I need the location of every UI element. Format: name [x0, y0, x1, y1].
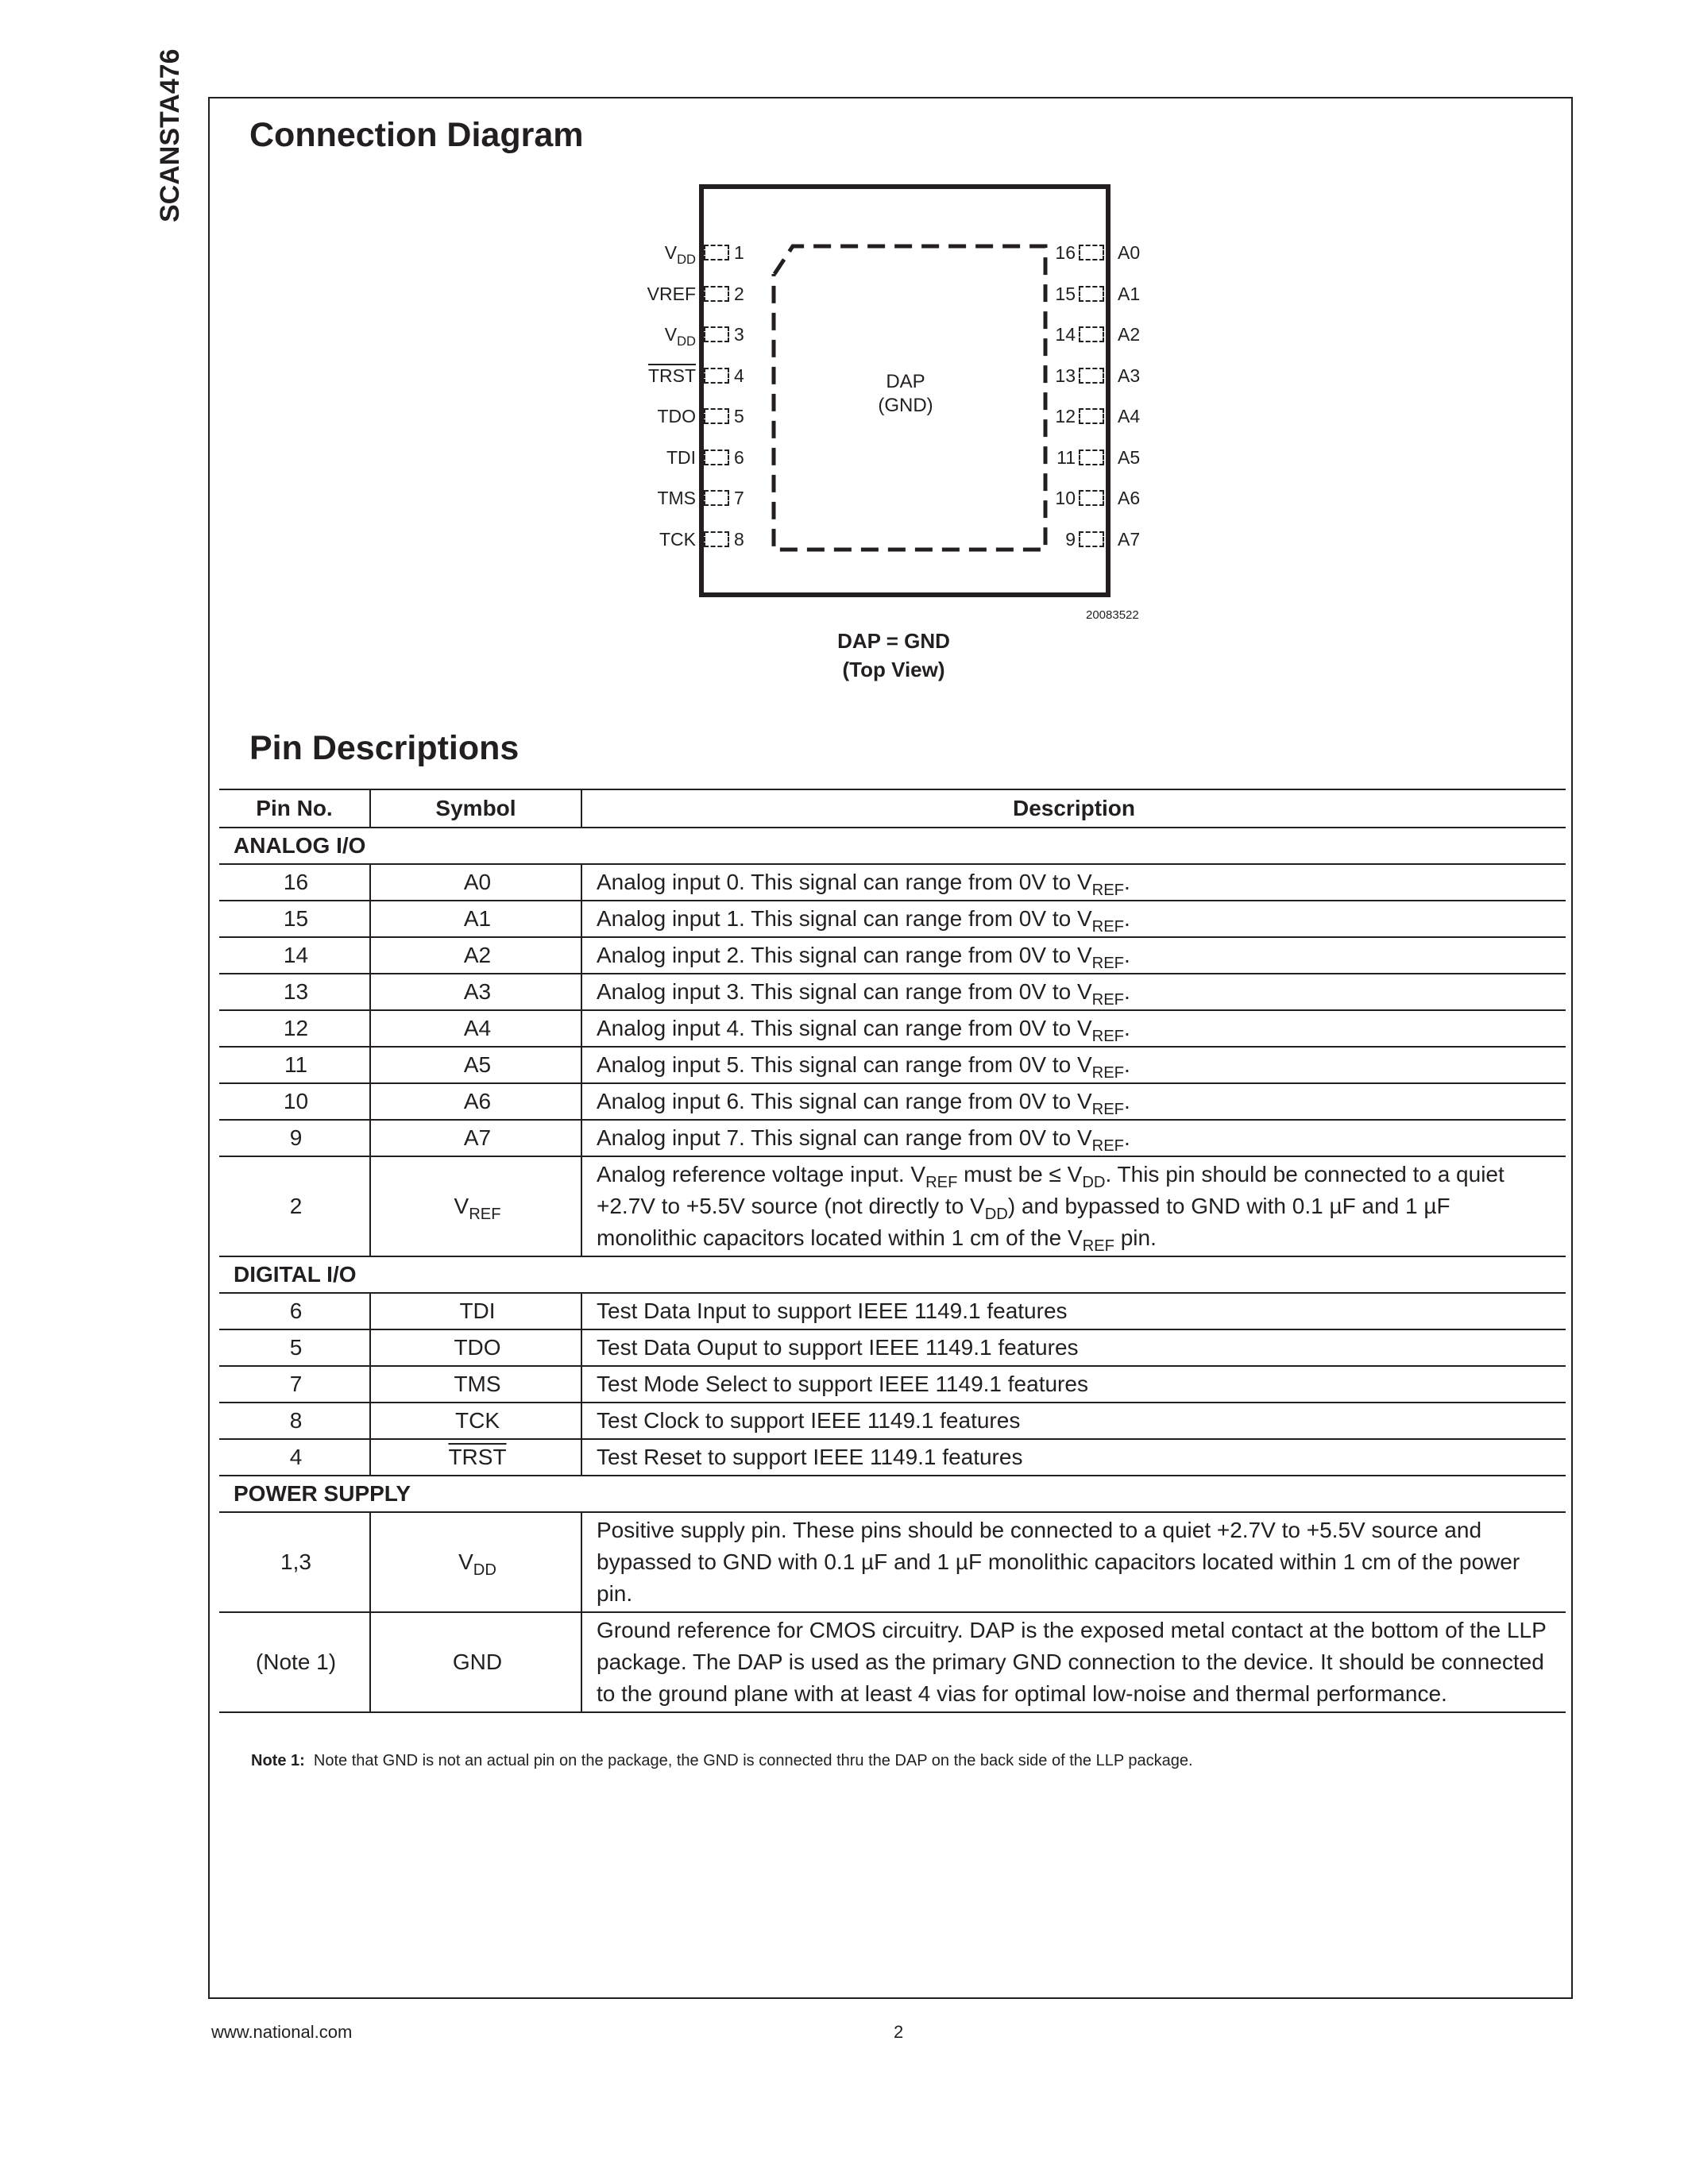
table-header-row [219, 789, 1566, 828]
table-row [219, 1366, 1566, 1403]
pin-number-cell: 11 [219, 1047, 370, 1083]
pin-label: TRST [647, 365, 696, 386]
description-cell: Test Clock to support IEEE 1149.1 features [581, 1403, 1566, 1439]
group-title: POWER SUPPLY [219, 1476, 1566, 1512]
description-cell: Analog input 6. This signal can range from 0V to $V_{REF}$. [581, 1083, 1566, 1120]
description-cell: Test Data Ouput to support IEEE 1149.1 features [581, 1329, 1566, 1366]
pin-number-cell: 9 [219, 1120, 370, 1156]
pin-number: 16 [1055, 242, 1076, 263]
table-row [219, 974, 1566, 1010]
pin-number: 9 [1065, 528, 1076, 550]
pin-number-cell: 5 [219, 1329, 370, 1366]
pin-pad-right [1079, 368, 1104, 384]
table-row [219, 1010, 1566, 1047]
caption-line1: DAP = GND [837, 629, 950, 653]
pin-number: 3 [734, 324, 744, 345]
caption-line2: (Top View) [842, 658, 945, 681]
pin-pad-right [1079, 286, 1104, 302]
table-row [219, 1512, 1566, 1612]
pin-descriptions-heading: Pin Descriptions [249, 729, 520, 767]
note-label: Note 1: [251, 1752, 305, 1769]
pin-label: VREF [647, 283, 696, 304]
side-part-title: SCANSTA476 [155, 48, 185, 222]
pin-label: TDI [666, 446, 696, 468]
description-cell: Test Data Input to support IEEE 1149.1 features [581, 1293, 1566, 1329]
dap-label [858, 370, 953, 418]
symbol-cell: A7 [370, 1120, 581, 1156]
pin-pad-left [704, 490, 729, 506]
description-cell: Analog input 7. This signal can range from 0V to $V_{REF}$. [581, 1120, 1566, 1156]
symbol-cell: TRST [370, 1439, 581, 1476]
pin-number-cell: 12 [219, 1010, 370, 1047]
symbol-cell: A0 [370, 864, 581, 901]
table-row [219, 1083, 1566, 1120]
pin-number: 7 [734, 488, 744, 508]
symbol-cell: A4 [370, 1010, 581, 1047]
pin-number: 8 [734, 528, 744, 550]
pin-number-cell: 10 [219, 1083, 370, 1120]
description-cell: Ground reference for CMOS circuitry. DAP is the exposed metal contact at the bottom of the LLP package. The DAP is used as the primary GND connection to the device. It should be connected to the ground plane with at least 4 vias for optimal low-noise and thermal performance. [581, 1612, 1566, 1712]
pin-pad-right [1079, 490, 1104, 506]
pin-number: 11 [1056, 446, 1076, 468]
description-cell: Analog input 0. This signal can range from 0V to $V_{REF}$. [581, 864, 1566, 901]
pin-number: 5 [734, 406, 744, 426]
pin-number-cell: 6 [219, 1293, 370, 1329]
pin-table-body [219, 828, 1566, 1712]
pin-label: A1 [1118, 283, 1141, 304]
pin-number-cell: 4 [219, 1439, 370, 1476]
pin-number: 13 [1055, 365, 1076, 386]
pin-label: TDO [657, 406, 696, 426]
note-text: Note that GND is not an actual pin on the package, the GND is connected thru the DAP on the back side of the LLP package. [313, 1752, 1193, 1769]
pin-pad-right [1079, 326, 1104, 342]
pin-pad-left [704, 326, 729, 342]
symbol-cell: TDI [370, 1293, 581, 1329]
group-title: ANALOG I/O [219, 828, 1566, 864]
table-row [219, 864, 1566, 901]
dap-line2: (GND) [878, 395, 933, 416]
symbol-cell: A5 [370, 1047, 581, 1083]
pin-pad-right [1079, 408, 1104, 424]
group-row [219, 1256, 1566, 1293]
pin-pad-left [704, 286, 729, 302]
group-title: DIGITAL I/O [219, 1256, 1566, 1293]
pin-table [219, 789, 1566, 1713]
connection-diagram-heading: Connection Diagram [249, 116, 584, 154]
pin-label: A4 [1118, 406, 1141, 426]
pin-number: 6 [734, 446, 744, 468]
description-cell: Positive supply pin. These pins should be connected to a quiet +2.7V to +5.5V source and bypassed to GND with 0.1 µF and 1 µF monolithic capacitors located within 1 cm of the power pin. [581, 1512, 1566, 1612]
table-row [219, 1293, 1566, 1329]
pin-label: TCK [659, 528, 696, 550]
footnote [251, 1752, 1193, 1770]
symbol-cell: A6 [370, 1083, 581, 1120]
description-cell: Analog input 1. This signal can range from 0V to $V_{REF}$. [581, 901, 1566, 937]
pin-pad-left [704, 245, 729, 260]
table-row [219, 1120, 1566, 1156]
group-row [219, 828, 1566, 864]
pin-label: $V_{DD}$ [664, 242, 696, 267]
pin-number: 1 [734, 242, 744, 263]
pin-number-cell: 1,3 [219, 1512, 370, 1612]
table-row [219, 901, 1566, 937]
symbol-cell: $V_{DD}$ [370, 1512, 581, 1612]
symbol-cell: TMS [370, 1366, 581, 1403]
pin-number: 10 [1055, 488, 1076, 508]
pin-label: A0 [1118, 242, 1141, 263]
description-cell: Analog input 4. This signal can range from 0V to $V_{REF}$. [581, 1010, 1566, 1047]
table-row [219, 1403, 1566, 1439]
pin-number-cell: 15 [219, 901, 370, 937]
table-row [219, 1612, 1566, 1712]
pin-number: 15 [1055, 283, 1076, 304]
pin-number-cell: 2 [219, 1156, 370, 1256]
symbol-cell: A3 [370, 974, 581, 1010]
pin-label: A3 [1118, 365, 1141, 386]
description-cell: Analog input 5. This signal can range from 0V to $V_{REF}$. [581, 1047, 1566, 1083]
description-cell: Test Mode Select to support IEEE 1149.1 features [581, 1366, 1566, 1403]
pin-number-cell: 16 [219, 864, 370, 901]
pin-pad-right [1079, 531, 1104, 547]
symbol-cell: GND [370, 1612, 581, 1712]
table-row [219, 937, 1566, 974]
header-pin-no: Pin No. [219, 789, 370, 828]
pin-number-cell: 14 [219, 937, 370, 974]
pin-label: $V_{DD}$ [664, 324, 696, 349]
pin-number: 2 [734, 283, 744, 304]
pin-number-cell: 8 [219, 1403, 370, 1439]
pin-label: A2 [1118, 324, 1141, 345]
pin-number: 4 [734, 365, 744, 386]
pin-label: A6 [1118, 488, 1141, 508]
pin-number-cell: 7 [219, 1366, 370, 1403]
description-cell: Analog reference voltage input. $V_{REF}$ must be ≤ $V_{DD}$. This pin should be connected to a quiet +2.7V to +5.5V source (not directly to $V_{DD}$) and bypassed to GND with 0.1 µF and 1 µF monolithic capacitors located within 1 cm of the $V_{REF}$ pin. [581, 1156, 1566, 1256]
symbol-cell: TCK [370, 1403, 581, 1439]
pin-pad-left [704, 450, 729, 465]
pin-number: 12 [1055, 406, 1076, 426]
pin-pad-left [704, 368, 729, 384]
pin-number-cell: (Note 1) [219, 1612, 370, 1712]
pin-pad-right [1079, 245, 1104, 260]
symbol-cell: A2 [370, 937, 581, 974]
pin-pad-right [1079, 450, 1104, 465]
header-description: Description [581, 789, 1566, 828]
header-symbol: Symbol [370, 789, 581, 828]
figure-code: 20083522 [1086, 608, 1139, 622]
pin-pad-left [704, 531, 729, 547]
symbol-cell: A1 [370, 901, 581, 937]
table-row [219, 1156, 1566, 1256]
table-row [219, 1047, 1566, 1083]
pin-label: TMS [657, 488, 696, 508]
dap-line1: DAP [886, 371, 925, 392]
description-cell: Analog input 2. This signal can range from 0V to $V_{REF}$. [581, 937, 1566, 974]
pin-pad-left [704, 408, 729, 424]
table-row [219, 1439, 1566, 1476]
description-cell: Test Reset to support IEEE 1149.1 features [581, 1439, 1566, 1476]
table-row [219, 1329, 1566, 1366]
symbol-cell: TDO [370, 1329, 581, 1366]
dap-outline [0, 0, 1688, 715]
pin-label: A5 [1118, 446, 1141, 468]
pin-number: 14 [1055, 324, 1076, 345]
description-cell: Analog input 3. This signal can range from 0V to $V_{REF}$. [581, 974, 1566, 1010]
symbol-cell: $V_{REF}$ [370, 1156, 581, 1256]
footer-url[interactable]: www.national.com [211, 2022, 353, 2042]
pin-label: A7 [1118, 528, 1141, 550]
page-number: 2 [894, 2022, 904, 2042]
pin-number-cell: 13 [219, 974, 370, 1010]
group-row [219, 1476, 1566, 1512]
